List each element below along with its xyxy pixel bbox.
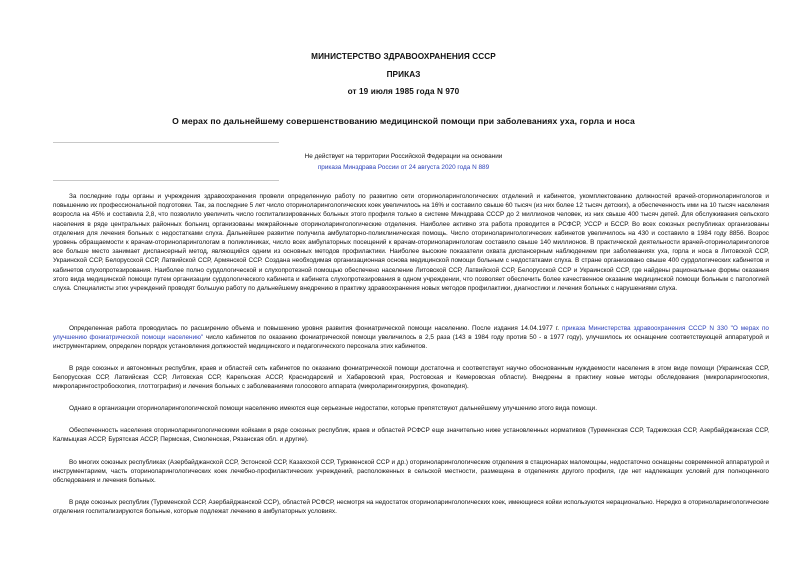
- body-paragraph-1: За последние годы органы и учреждения здравоохранения провели определенную работу по развитию сети оториноларингологических отделений и кабинетов, укомплектованию должностей врачей-оториноларингологов и повышению их профессиональной подготовки. Так, за последние 5 лет число оториноларингологических коек увеличилось на 16% и составило свыше 60 тысяч (из них более 12 тысяч детских), а обеспеченность ими на 10 тысяч населения возросла на 45% и составила 2,8, что позволило увеличить число госпитализированных больных этого профиля только в системе Минздрава СССР до 2 миллионов человек, из них свыше 400 тысяч детей. Для обслуживания сельского населения в ряде центральных районных больниц организованы межрайонные оториноларингологические отделения. Наиболее активно эта работа проводится в РСФСР, УССР и БССР. Во всех союзных республиках организованы отделения для лечения больных с недостатками слуха. Дальнейшее развитие получила амбулаторно-поликлиническая помощь. Число оториноларингологических кабинетов увеличилось на 430 и составило в 1984 году 8856. Возрос уровень обращаемости к врачам-оториноларингологам в поликлиниках, число всех амбулаторных посещений к врачам-оториноларингологам составило свыше 140 миллионов. В практической деятельности врачей-оториноларингологов все больше место занимает диспансерный метод, являющийся одним из основных методов профилактики. Наиболее высокие показатели охвата диспансерным наблюдением при заболеваниях уха, горла и носа в Литовской ССР, Украинской ССР, Белорусской ССР, Латвийской ССР, Армянской ССР. Создана необходимая организационная основа медицинской помощи больным с недостатками слуха. В стране организовано свыше 400 сурдологических кабинетов и кабинетов слухопротезирования. Наиболее полно сурдологической и слухопротезной помощью обеспечено население Литовской ССР, Латвийской ССР, Белорусской ССР и Украинской ССР, где найдены рациональные формы оказания этого вида медицинской помощи путем организации сурдологического кабинета и кабинета слухопротезирования в одном учреждении, что позволяет обеспечить более качественное оказание медицинской помощи больным с патологией слуха. Специалисты этих учреждений проводят большую работу по дальнейшему внедрению в практику здравоохранения новых методов профилактики, диагностики и лечения больных с нарушениями слуха.: [53, 193, 769, 293]
- body-paragraph-6: Во многих союзных республиках (Азербайджанской ССР, Эстонской ССР, Казахской ССР, Туркменской ССР и др.) оториноларингологические отделения в стационарах маломощны, недостаточно оснащены современной аппаратурой и инструментарием, часть оториноларингологических коек лечебно-профилактических учреждений, расположенных в сельской местности, размещена в отделениях другого профиля, где нет надлежащих условий для полноценного обследования и лечения больных.: [53, 459, 769, 485]
- divider-top: [53, 142, 279, 143]
- status-link[interactable]: приказа Минздрава России от 24 августа 2020 года N 889: [317, 164, 490, 171]
- ministry-title: МИНИСТЕРСТВО ЗДРАВООХРАНЕНИЯ СССР: [311, 52, 496, 61]
- document-subject: О мерах по дальнейшему совершенствованию медицинской помощи при заболеваниях уха, горла и носа: [172, 116, 635, 126]
- paragraph-2-end: число кабинетов по оказанию фониатрической помощи увеличилось в 2,5 раза (143 в 1984 году против 50 - в 1977 году), улучшилось их оснащение соответствующей аппаратурой и инструментарием, определен порядок установления должностей медицинского и педагогического персонала этих кабинетов.: [53, 334, 770, 351]
- body-paragraph-2: [53, 324, 769, 352]
- paragraph-2-start: Определенная работа проводилась по расширению объема и повышению уровня развития фониатрической помощи населению. После издания 14.04.1977 г.: [69, 325, 560, 332]
- body-paragraph-5: Обеспеченность населения оториноларингологическими койками в ряде союзных республик, краев и областей РСФСР еще значительно ниже установленных нормативов (Туркменская ССР, Таджикская ССР, Азербайджанская ССР, Калмыцкая АССР, Бурятская АССР, Пермская, Смоленская, Рязанская обл. и другие).: [53, 427, 769, 444]
- document-type: ПРИКАЗ: [386, 70, 421, 79]
- divider-bottom: [53, 180, 279, 181]
- body-paragraph-3: В ряде союзных и автономных республик, краев и областей сеть кабинетов по оказанию фониатрической помощи достаточна и соответствует научно обоснованным нуждаемости населения в этом виде помощи (Украинская ССР, Белорусская ССР, Латвийская ССР, Литовская ССР, Карельская АССР, Краснодарский и Хабаровский края, Ростовская и Кемеровская области). Внедрены в практику новые методы обследования (микроларингоскопия, микроларингостробоскопия, глоттография) и лечения больных с заболеваниями голосового аппарата (микроларингохирургия, фонопедия).: [53, 365, 769, 391]
- body-paragraph-4: Однако в организации оториноларингологической помощи населению имеются еще серьезные недостатки, которые препятствуют дальнейшему улучшению этого вида помощи.: [69, 405, 598, 412]
- status-note: Не действует на территории Российской Федерации на основании: [304, 153, 503, 160]
- order-330-link[interactable]: приказа Министерства здравоохранения СССР N 330 "О мерах по улучшению фониатрической помощи населению": [53, 325, 769, 342]
- body-paragraph-7: В ряде союзных республик (Туркменской ССР, Азербайджанской ССР), областей РСФСР, несмотря на недостаток оториноларингологических коек, имеющиеся койки используются нерационально. Нередко в оториноларингологические отделения госпитализируются больные, которые подлежат лечению в амбулаторных условиях.: [53, 499, 769, 516]
- document-date-number: от 19 июля 1985 года N 970: [347, 87, 460, 96]
